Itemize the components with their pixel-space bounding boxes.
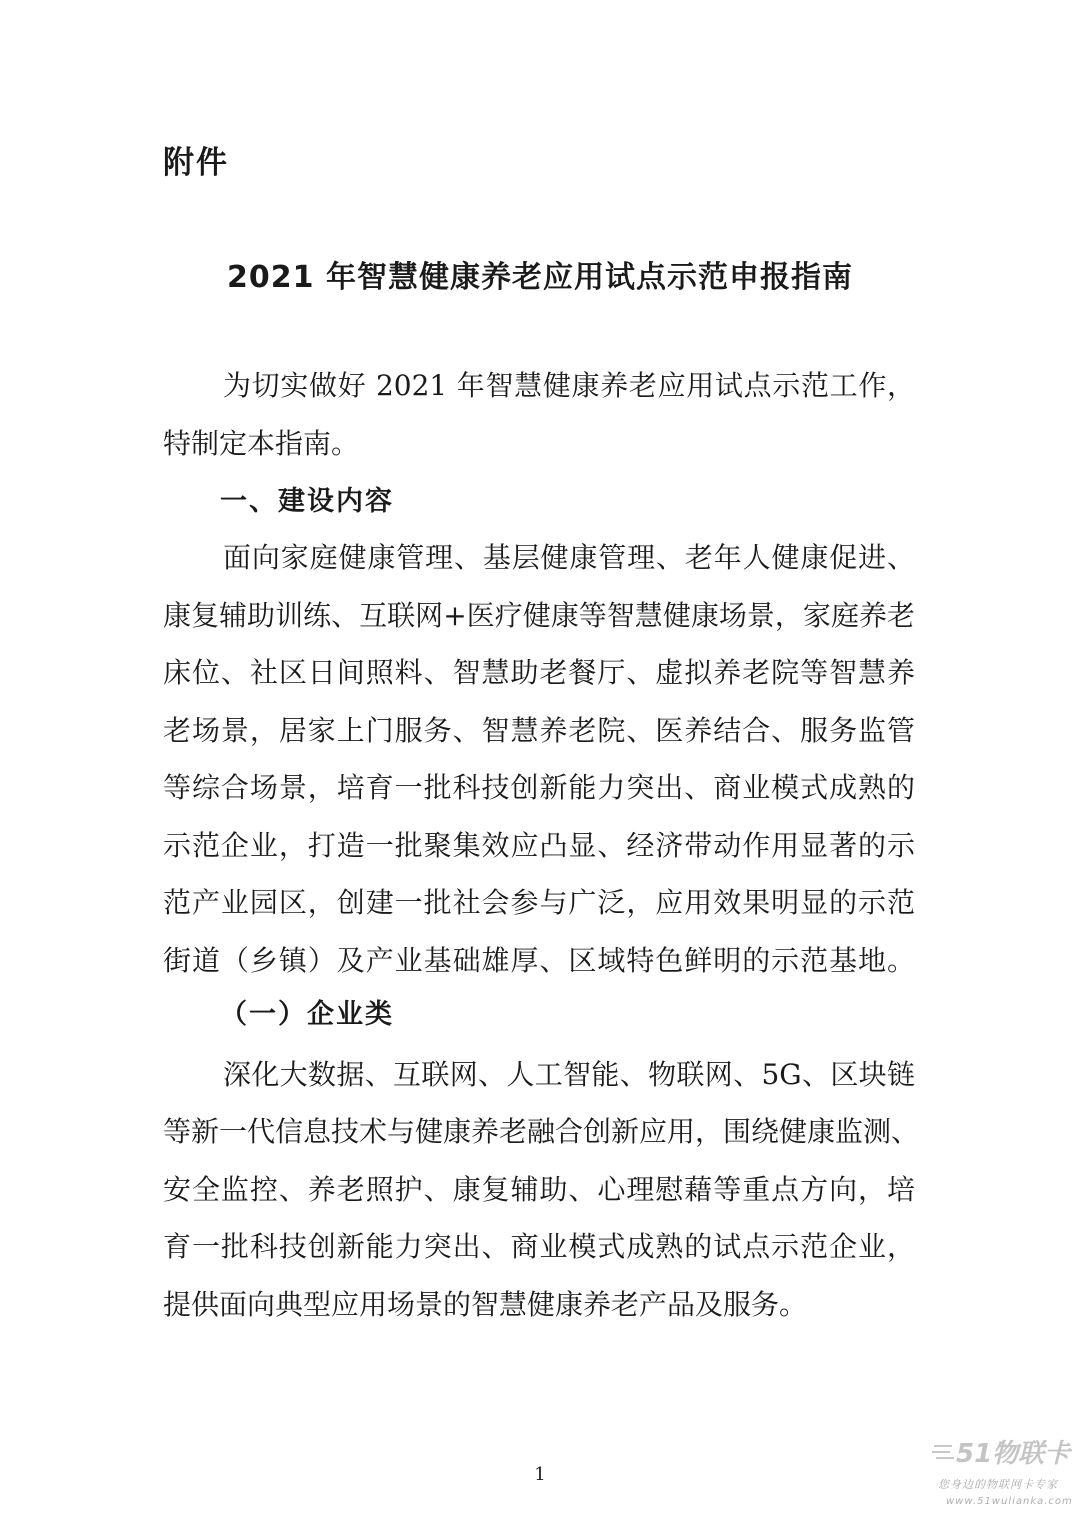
paragraph-line: 老场景，居家上门服务、智慧养老院、医养结合、服务监管	[163, 714, 915, 747]
watermark-tagline: 您身边的物联网卡专家	[938, 1478, 1058, 1491]
paragraph-line: 等综合场景，培育一批科技创新能力突出、商业模式成熟的	[163, 771, 915, 804]
brand-logo-icon	[932, 1432, 1072, 1472]
paragraph-line: 育一批科技创新能力突出、商业模式成熟的试点示范企业，	[163, 1230, 915, 1263]
section-heading: 一、建设内容	[220, 486, 394, 517]
attachment-label: 附件	[163, 145, 229, 181]
intro-line: 特制定本指南。	[163, 427, 360, 460]
paragraph-line: 床位、社区日间照料、智慧助老餐厅、虚拟养老院等智慧养	[163, 656, 915, 689]
paragraph-line: 示范企业，打造一批聚集效应凸显、经济带动作用显著的示	[163, 829, 915, 862]
paragraph-line: 街道（乡镇）及产业基础雄厚、区域特色鲜明的示范基地。	[163, 944, 915, 977]
page-number: 1	[534, 1464, 546, 1485]
subsection-heading: （一）企业类	[220, 999, 394, 1030]
brand-logo-text: 51物联卡	[956, 1439, 1071, 1469]
paragraph-line: 范产业园区，创建一批社会参与广泛，应用效果明显的示范	[163, 886, 915, 919]
watermark-logo	[932, 1432, 1072, 1522]
intro-line: 为切实做好 2021 年智慧健康养老应用试点示范工作，	[223, 369, 915, 402]
paragraph-line: 提供面向典型应用场景的智慧健康养老产品及服务。	[163, 1288, 808, 1321]
document-title: 2021 年智慧健康养老应用试点示范申报指南	[227, 260, 853, 295]
paragraph-line: 深化大数据、互联网、人工智能、物联网、5G、区块链	[223, 1058, 915, 1091]
watermark-url: www.51wulianka.com	[946, 1496, 1073, 1507]
paragraph-line: 康复辅助训练、互联网+医疗健康等智慧健康场景，家庭养老	[163, 599, 915, 632]
paragraph-line: 面向家庭健康管理、基层健康管理、老年人健康促进、	[223, 541, 915, 574]
paragraph-line: 安全监控、养老照护、康复辅助、心理慰藉等重点方向，培	[163, 1173, 915, 1206]
paragraph-line: 等新一代信息技术与健康养老融合创新应用，围绕健康监测、	[163, 1115, 920, 1148]
